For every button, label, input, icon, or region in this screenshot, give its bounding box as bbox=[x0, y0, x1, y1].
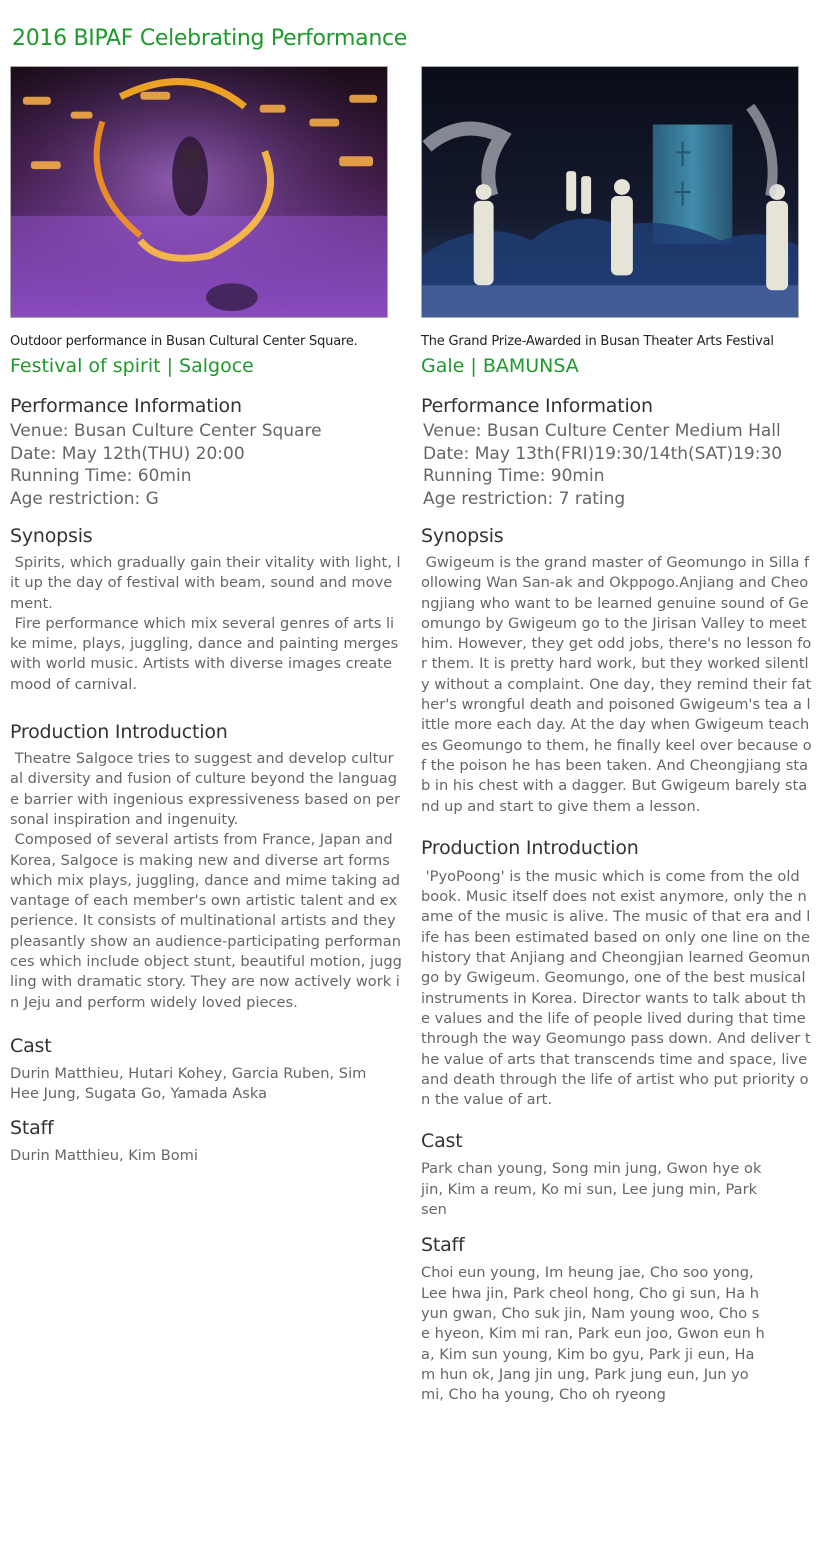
production-paragraph: 'PyoPoong' is the music which is come from the old book. Music itself does not exist anymore, only the name of the music is alive. The music of that era and life has been estimated based on only one line on the history that Anjiang and Cheongjian learned Geomungo by Gwigeum. Geomungo, one of the best musical instruments in Korea. Director wants to talk about the values and the life of people lived during that time through the way Geomungo pass down. And deliver the value of arts that transcends time and space, live and death through the life of artist who put priority on the value of art. bbox=[421, 867, 811, 1109]
production-heading: Production Introduction bbox=[421, 836, 639, 859]
age-restriction: Age restriction: 7 rating bbox=[423, 488, 626, 509]
cast-list: Durin Matthieu, Hutari Kohey, Garcia Ruben, Sim Hee Jung, Sugata Go, Yamada Aska bbox=[10, 1064, 367, 1103]
staff-list: Choi eun young, Im heung jae, Cho soo yong, Lee hwa jin, Park cheol hong, Cho gi sun, Ha hyun gwan, Cho suk jin, Nam young woo, Cho se hyeon, Kim mi ran, Park eun joo, Gwon eun ha, Kim sun young, Kim bo gyu, Park ji eun, Ham hun ok, Jang jin ung, Park jung eun, Jun yo mi, Cho ha young, Cho oh ryeong bbox=[421, 1264, 765, 1404]
photo-caption: The Grand Prize-Awarded in Busan Theater Arts Festival bbox=[421, 334, 774, 349]
production-text bbox=[10, 749, 402, 1013]
show-title: Gale | BAMUNSA bbox=[421, 355, 579, 377]
venue: Venue: Busan Culture Center Square bbox=[10, 421, 322, 441]
production-heading: Production Introduction bbox=[10, 721, 228, 744]
performance-info-heading: Performance Information bbox=[10, 395, 242, 417]
synopsis-paragraph: Gwigeum is the grand master of Geomungo in Silla following Wan San-ak and Okppogo.Anjiang and Cheongjiang who want to be learned genuine sound of Geomungo by Gwigeum go to the Jirisan Valley to meet him. However, they get odd jobs, there's no lesson for them. It is pretty hard work, but they worked silently without a complaint. One day, they remind their father's wrongful death and poisoned Gwigeum's tea a little more each day. At the day when Gwigeum teaches Geomungo to them, he finally keel over because of the poison he has been taken. And Cheongjiang stab in his chest with a dagger. But Gwigeum barely stand up and start to give them a lesson. bbox=[421, 554, 812, 815]
performance-info-heading: Performance Information bbox=[421, 395, 653, 417]
staff-heading: Staff bbox=[10, 1116, 54, 1139]
stage-performance-photo bbox=[421, 66, 799, 318]
cast-heading: Cast bbox=[421, 1130, 463, 1153]
running-time: Running Time: 90min bbox=[423, 466, 605, 486]
venue: Venue: Busan Culture Center Medium Hall bbox=[423, 421, 781, 441]
synopsis-paragraph: Spirits, which gradually gain their vitality with light, lit up the day of festival with beam, sound and movement. bbox=[10, 554, 401, 612]
date: Date: May 12th(THU) 20:00 bbox=[10, 443, 245, 464]
show-title: Festival of spirit | Salgoce bbox=[10, 355, 254, 377]
page-title: 2016 BIPAF Celebrating Performance bbox=[12, 26, 408, 51]
performance-info bbox=[421, 420, 813, 510]
synopsis-text bbox=[421, 553, 813, 817]
running-time: Running Time: 60min bbox=[10, 466, 192, 486]
fire-performance-photo bbox=[10, 66, 388, 318]
cast-heading: Cast bbox=[10, 1034, 52, 1057]
performance-info bbox=[10, 420, 402, 510]
production-paragraph: Composed of several artists from France, Japan and Korea, Salgoce is making new and diverse art forms which mix plays, juggling, dance and mime taking advantage of each member's own artistic talent and experience. It consists of multinational artists and they pleasantly show an audience-participating performances which include object stunt, beautiful motion, juggling with dramatic story. They are now actively work in Jeju and perform widely loved pieces. bbox=[10, 831, 402, 1011]
synopsis-text bbox=[10, 553, 402, 695]
synopsis-heading: Synopsis bbox=[421, 525, 504, 547]
synopsis-heading: Synopsis bbox=[10, 525, 93, 547]
staff-list: Durin Matthieu, Kim Bomi bbox=[10, 1146, 198, 1164]
date: Date: May 13th(FRI)19:30/14th(SAT)19:30 bbox=[423, 443, 783, 464]
performance-column-salgoce bbox=[10, 66, 402, 1166]
cast-list: Park chan young, Song min jung, Gwon hye ok jin, Kim a reum, Ko mi sun, Lee jung min, Park sen bbox=[421, 1160, 762, 1219]
age-restriction: Age restriction: G bbox=[10, 488, 159, 509]
performance-column-bamunsa bbox=[421, 66, 813, 1405]
production-text bbox=[421, 867, 813, 1111]
photo-caption: Outdoor performance in Busan Cultural Center Square. bbox=[10, 334, 358, 349]
synopsis-paragraph: Fire performance which mix several genres of arts like mime, plays, juggling, dance and painting merges with world music. Artists with diverse images create mood of carnival. bbox=[10, 614, 399, 693]
staff-heading: Staff bbox=[421, 1234, 465, 1257]
production-paragraph: Theatre Salgoce tries to suggest and develop cultural diversity and fusion of culture beyond the language barrier with ingenious expressiveness based on personal inspiration and ingenuity. bbox=[10, 750, 401, 828]
